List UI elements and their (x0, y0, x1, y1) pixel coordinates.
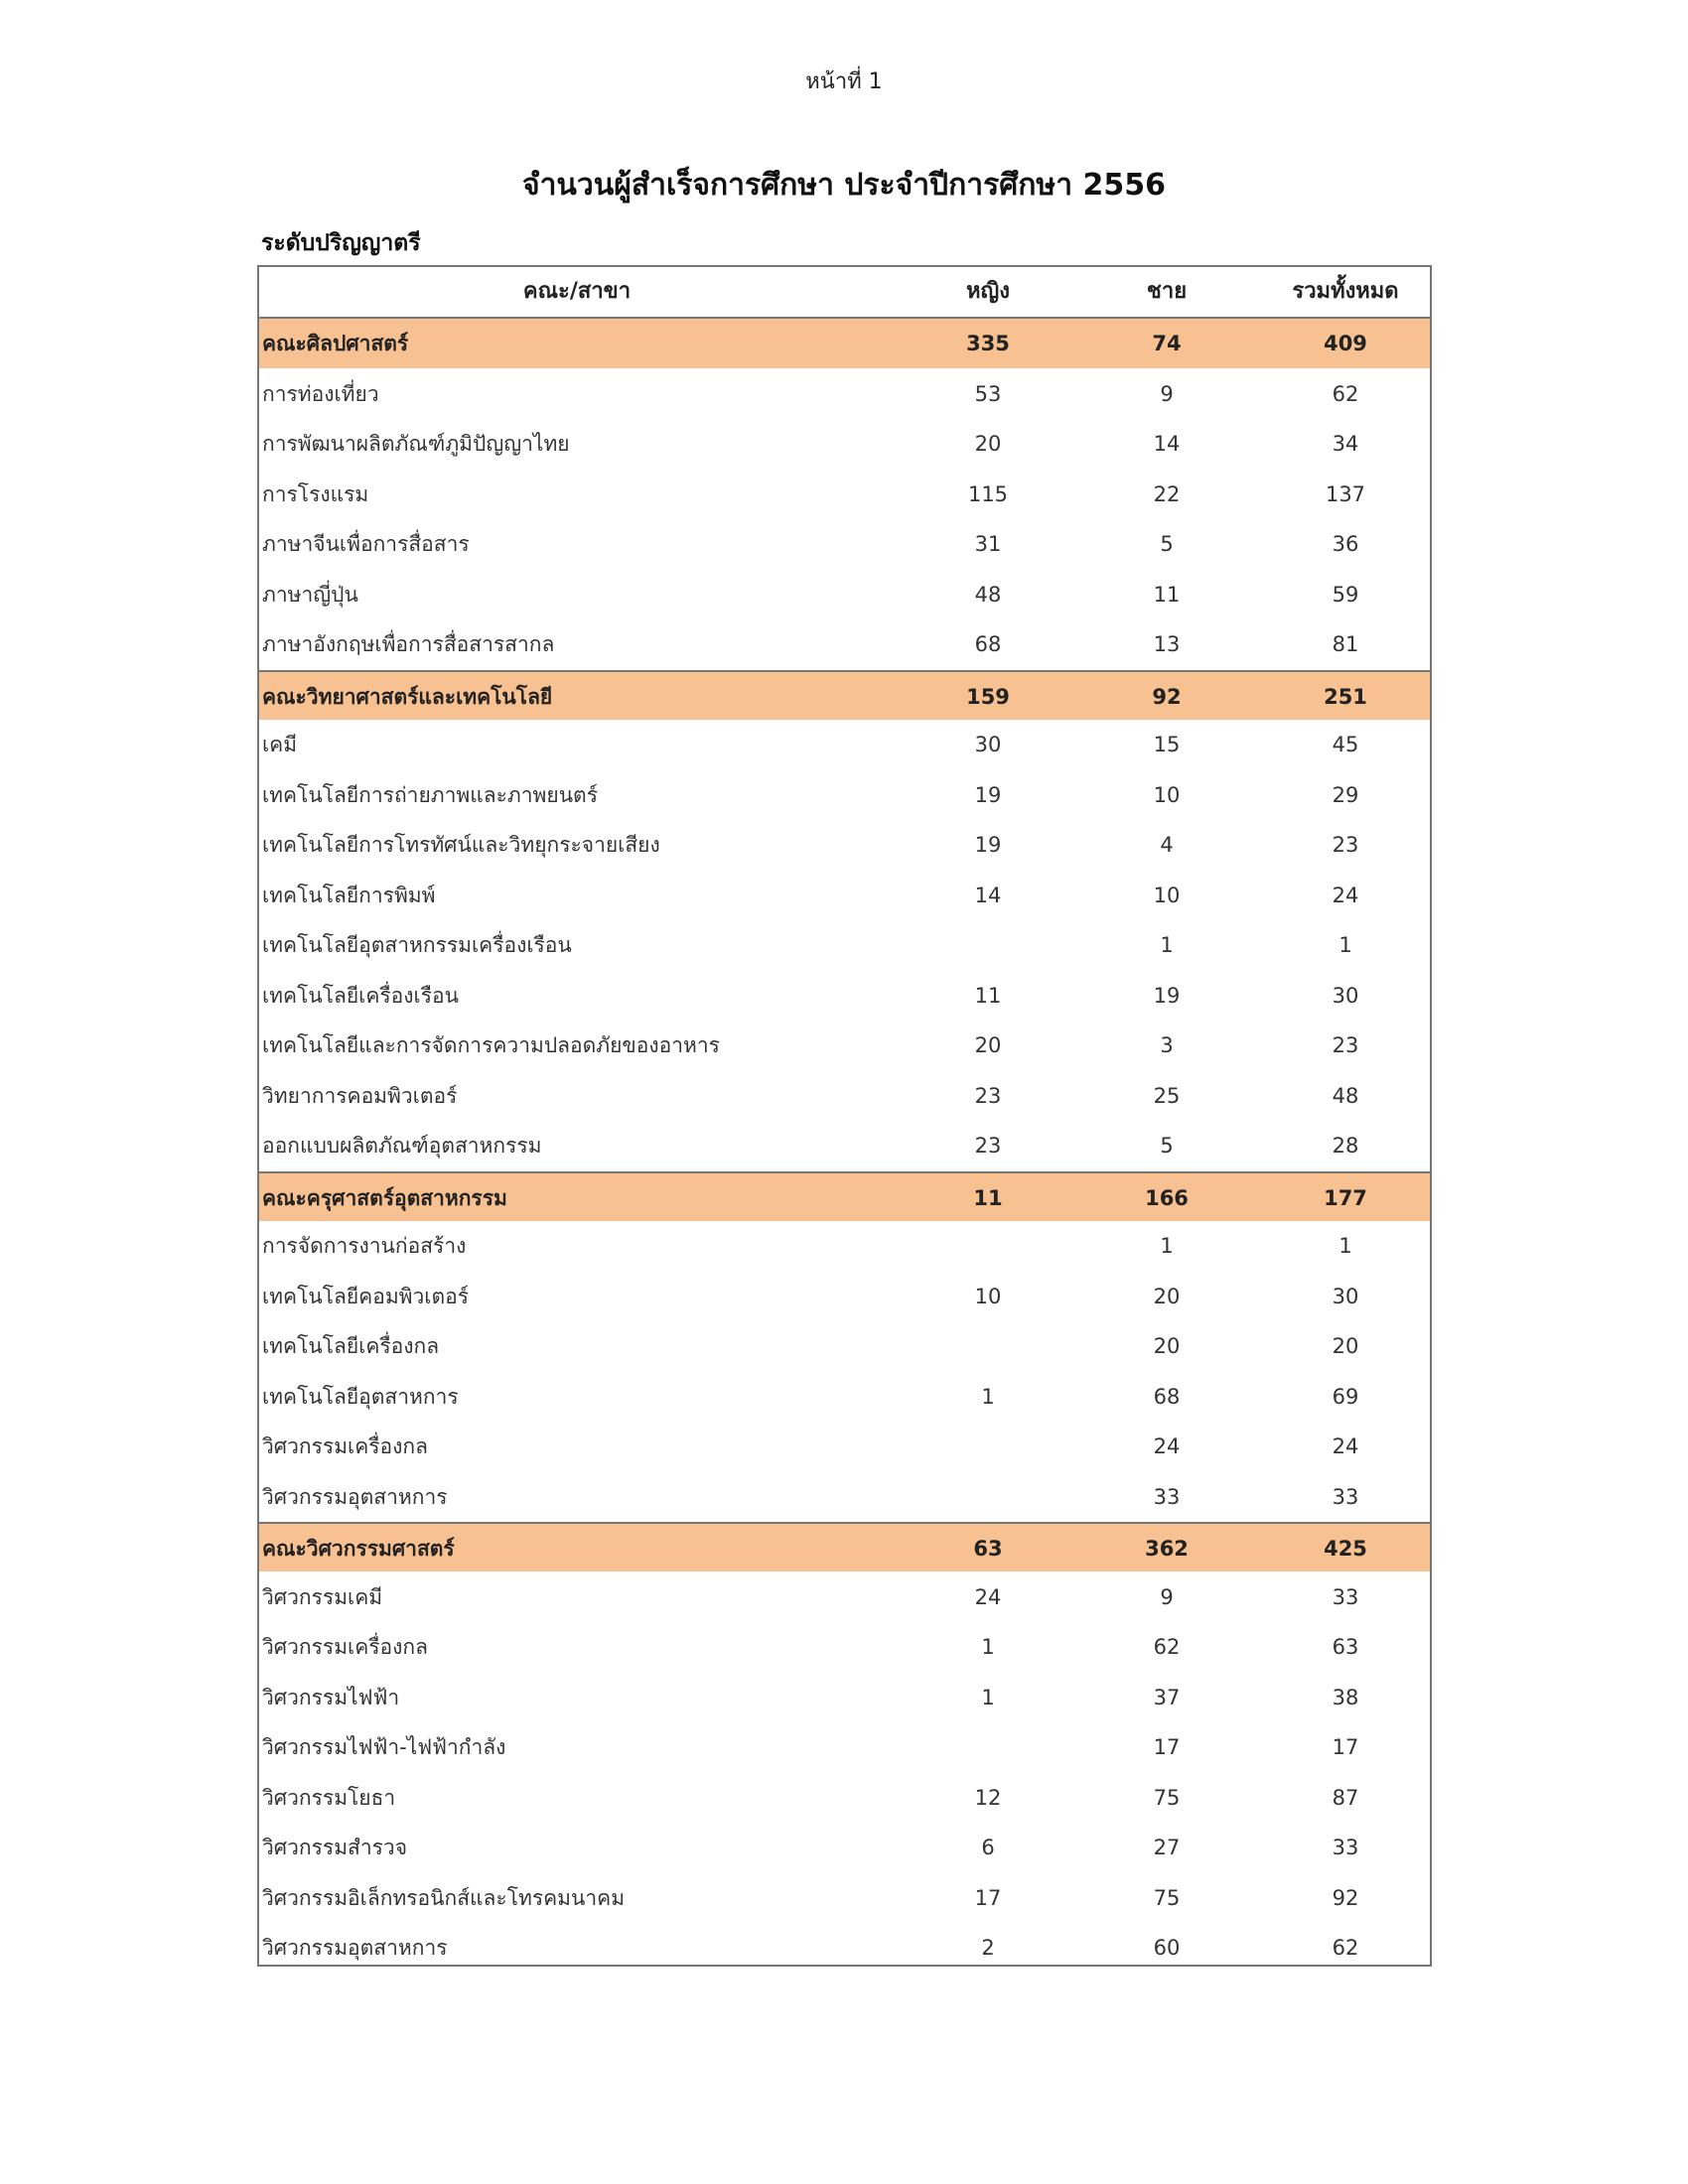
female-count: 10 (974, 1284, 1002, 1308)
program-row (259, 419, 1430, 469)
degree-level-label: ระดับปริญญาตรี (261, 230, 421, 256)
female-count: 31 (974, 532, 1002, 556)
header-total: รวมทั้งหมด (1292, 279, 1399, 304)
female-count: 1 (981, 1384, 995, 1409)
female-count: 19 (974, 782, 1002, 807)
female-count: 11 (974, 983, 1002, 1008)
female-count: 23 (974, 1134, 1002, 1158)
female-count: 20 (974, 432, 1002, 456)
total-count: 59 (1332, 582, 1359, 607)
male-count: 10 (1153, 782, 1181, 807)
program-row (259, 619, 1430, 669)
program-row (259, 1272, 1430, 1321)
total-count: 409 (1324, 332, 1367, 355)
program-row (259, 1472, 1430, 1522)
total-count: 24 (1332, 1434, 1359, 1458)
total-count: 48 (1332, 1083, 1359, 1108)
female-count: 48 (974, 582, 1002, 607)
program-name: วิศวกรรมไฟฟ้า-ไฟฟ้ากำลัง (262, 1735, 506, 1759)
program-name: วิศวกรรมอิเล็กทรอนิกส์และโทรคมนาคม (262, 1885, 626, 1910)
male-count: 74 (1152, 332, 1182, 355)
program-row (259, 1121, 1430, 1170)
program-row (259, 1873, 1430, 1923)
program-name: เทคโนโลยีเครื่องกล (262, 1334, 440, 1358)
program-name: ภาษาอังกฤษเพื่อการสื่อสารสากล (262, 632, 555, 656)
total-count: 33 (1332, 1484, 1359, 1509)
female-count: 115 (967, 481, 1009, 506)
program-name: การจัดการงานก่อสร้าง (262, 1234, 467, 1258)
program-row (259, 1221, 1430, 1271)
total-count: 28 (1332, 1134, 1359, 1158)
program-name: ภาษาจีนเพื่อการสื่อสาร (262, 532, 470, 556)
total-count: 33 (1332, 1836, 1359, 1859)
faculty-name: คณะวิศวกรรมศาสตร์ (262, 1537, 455, 1561)
total-count: 62 (1332, 381, 1359, 406)
program-name: วิศวกรรมเครื่องกล (262, 1434, 428, 1458)
female-count: 12 (974, 1785, 1002, 1810)
male-count: 92 (1152, 684, 1182, 709)
program-row (259, 519, 1430, 569)
male-count: 17 (1153, 1735, 1181, 1759)
total-count: 87 (1332, 1785, 1359, 1810)
male-count: 9 (1160, 381, 1174, 406)
total-count: 23 (1332, 833, 1359, 857)
graduates-table (257, 265, 1432, 1967)
program-name: วิศวกรรมไฟฟ้า (262, 1685, 400, 1709)
male-count: 75 (1153, 1885, 1181, 1910)
female-count: 20 (974, 1033, 1002, 1057)
total-count: 1 (1338, 1234, 1352, 1258)
program-name: วิทยาการคอมพิวเตอร์ (262, 1083, 458, 1108)
total-count: 62 (1332, 1936, 1359, 1960)
female-count: 30 (974, 733, 1002, 756)
header-faculty-program: คณะ/สาขา (522, 279, 632, 304)
male-count: 11 (1153, 582, 1181, 607)
total-count: 81 (1332, 632, 1359, 656)
female-count: 14 (974, 883, 1002, 907)
total-count: 30 (1332, 1284, 1359, 1308)
program-name: การท่องเที่ยว (262, 381, 379, 406)
male-count: 4 (1160, 833, 1174, 857)
male-count: 13 (1153, 632, 1181, 656)
program-row (259, 770, 1430, 820)
program-name: เทคโนโลยีการโทรทัศน์และวิทยุกระจายเสียง (262, 833, 660, 857)
female-count: 17 (974, 1885, 1002, 1910)
table-header-row (259, 267, 1430, 319)
male-count: 75 (1153, 1785, 1181, 1810)
program-name: เคมี (262, 733, 298, 756)
total-count: 1 (1338, 933, 1352, 957)
female-count: 1 (981, 1635, 995, 1659)
program-row (259, 720, 1430, 769)
program-row (259, 1321, 1430, 1371)
program-name: วิศวกรรมโยธา (262, 1785, 396, 1810)
female-count: 53 (974, 381, 1002, 406)
program-row (259, 820, 1430, 870)
total-count: 29 (1332, 782, 1359, 807)
total-count: 137 (1325, 481, 1366, 506)
male-count: 33 (1153, 1484, 1181, 1509)
male-count: 166 (1145, 1185, 1189, 1210)
program-name: เทคโนโลยีเครื่องเรือน (262, 983, 459, 1008)
female-count: 23 (974, 1083, 1002, 1108)
male-count: 20 (1153, 1284, 1181, 1308)
program-name: วิศวกรรมเคมี (262, 1584, 383, 1609)
program-row (259, 1372, 1430, 1422)
male-count: 68 (1153, 1384, 1181, 1409)
faculty-row (259, 670, 1430, 720)
female-count: 2 (981, 1936, 995, 1960)
total-count: 23 (1332, 1033, 1359, 1057)
male-count: 362 (1145, 1537, 1189, 1561)
program-name: วิศวกรรมสำรวจ (262, 1836, 408, 1859)
total-count: 34 (1332, 432, 1359, 456)
male-count: 60 (1153, 1936, 1181, 1960)
female-count: 335 (966, 332, 1010, 355)
program-name: เทคโนโลยีคอมพิวเตอร์ (262, 1284, 470, 1308)
program-row (259, 369, 1430, 419)
program-name: เทคโนโลยีการพิมพ์ (262, 883, 436, 907)
total-count: 17 (1332, 1735, 1359, 1759)
male-count: 15 (1153, 733, 1181, 756)
program-row (259, 470, 1430, 519)
program-row (259, 1422, 1430, 1471)
total-count: 30 (1332, 983, 1359, 1008)
total-count: 45 (1332, 733, 1359, 756)
male-count: 9 (1160, 1584, 1174, 1609)
program-row (259, 1773, 1430, 1823)
male-count: 27 (1153, 1836, 1181, 1859)
program-name: เทคโนโลยีและการจัดการความปลอดภัยของอาหาร (262, 1033, 720, 1057)
male-count: 5 (1160, 1134, 1174, 1158)
male-count: 19 (1153, 983, 1181, 1008)
program-row (259, 1823, 1430, 1872)
faculty-row (259, 319, 1430, 368)
male-count: 3 (1160, 1033, 1174, 1057)
program-row (259, 971, 1430, 1021)
male-count: 62 (1153, 1635, 1181, 1659)
program-name: ออกแบบผลิตภัณฑ์อุตสาหกรรม (262, 1134, 542, 1158)
female-count: 68 (974, 632, 1002, 656)
document-title: จำนวนผู้สำเร็จการศึกษา ประจำปีการศึกษา 2556 (522, 168, 1166, 203)
program-name: วิศวกรรมเครื่องกล (262, 1635, 428, 1659)
program-row (259, 1021, 1430, 1070)
program-name: การพัฒนาผลิตภัณฑ์ภูมิปัญญาไทย (262, 432, 570, 456)
male-count: 20 (1153, 1334, 1181, 1358)
program-name: การโรงแรม (262, 481, 369, 506)
male-count: 22 (1153, 481, 1181, 506)
male-count: 1 (1160, 1234, 1174, 1258)
faculty-name: คณะศิลปศาสตร์ (262, 332, 409, 355)
male-count: 1 (1160, 933, 1174, 957)
header-male: ชาย (1146, 279, 1188, 304)
program-row (259, 1572, 1430, 1622)
program-row (259, 1071, 1430, 1121)
total-count: 36 (1332, 532, 1359, 556)
faculty-row (259, 1171, 1430, 1221)
page-number: หน้าที่ 1 (805, 69, 883, 94)
total-count: 425 (1324, 1537, 1367, 1561)
header-female: หญิง (966, 279, 1010, 304)
program-name: วิศวกรรมอุตสาหการ (262, 1484, 448, 1509)
faculty-name: คณะครุศาสตร์อุตสาหกรรม (262, 1185, 507, 1210)
program-row (259, 1673, 1430, 1722)
total-count: 177 (1324, 1185, 1367, 1210)
program-name: เทคโนโลยีอุตสาหกรรมเครื่องเรือน (262, 933, 572, 957)
total-count: 63 (1332, 1635, 1359, 1659)
male-count: 25 (1153, 1083, 1181, 1108)
program-row (259, 1622, 1430, 1672)
male-count: 24 (1153, 1434, 1181, 1458)
program-name: เทคโนโลยีการถ่ายภาพและภาพยนตร์ (262, 782, 598, 807)
total-count: 33 (1332, 1584, 1359, 1609)
female-count: 19 (974, 833, 1002, 857)
total-count: 20 (1332, 1334, 1359, 1358)
program-row (259, 570, 1430, 619)
female-count: 6 (981, 1836, 995, 1859)
male-count: 14 (1153, 432, 1181, 456)
total-count: 251 (1324, 684, 1367, 709)
male-count: 5 (1160, 532, 1174, 556)
male-count: 37 (1153, 1685, 1181, 1709)
program-row (259, 1923, 1430, 1973)
program-row (259, 920, 1430, 970)
total-count: 69 (1332, 1384, 1359, 1409)
male-count: 10 (1153, 883, 1181, 907)
female-count: 63 (973, 1537, 1003, 1561)
total-count: 38 (1332, 1685, 1359, 1709)
program-row (259, 871, 1430, 920)
program-row (259, 1722, 1430, 1772)
program-name: ภาษาญี่ปุ่น (262, 582, 358, 607)
total-count: 24 (1332, 883, 1359, 907)
faculty-row (259, 1522, 1430, 1571)
program-name: เทคโนโลยีอุตสาหการ (262, 1384, 459, 1409)
female-count: 1 (981, 1685, 995, 1709)
total-count: 92 (1332, 1885, 1359, 1910)
faculty-name: คณะวิทยาศาสตร์และเทคโนโลยี (262, 684, 553, 709)
female-count: 11 (973, 1185, 1003, 1210)
female-count: 24 (974, 1584, 1002, 1609)
program-name: วิศวกรรมอุตสาหการ (262, 1936, 448, 1960)
female-count: 159 (966, 684, 1010, 709)
